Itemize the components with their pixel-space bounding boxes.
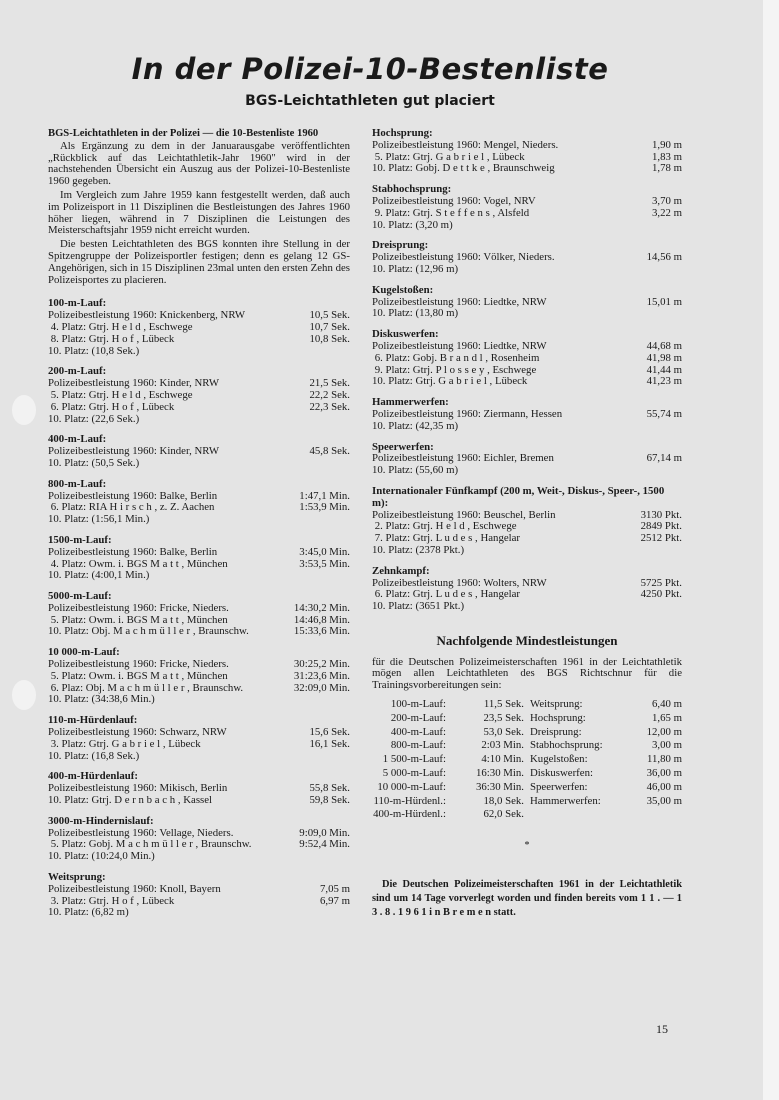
result-text: 9. Platz: Gtrj. P l o s s e y , Eschwege (372, 363, 537, 376)
minimum-value: 36:30 Min. (476, 780, 524, 793)
page-number: 15 (656, 1022, 668, 1036)
result-section (48, 771, 350, 806)
minimum-value: 6,40 m (652, 698, 682, 711)
intro (48, 128, 350, 286)
minimum-value: 35,00 m (646, 794, 682, 807)
result-value: 3130 Pkt. (640, 508, 682, 521)
discipline-label: Dreisprung: (530, 725, 582, 738)
minimum-value: 3,00 m (652, 739, 682, 752)
result-section (48, 872, 350, 919)
result-row (372, 196, 682, 208)
result-value: 22,2 Sek. (309, 388, 350, 401)
result-text: 10. Platz: (6,82 m) (48, 906, 129, 919)
result-text: Polizeibestleistung 1960: Kinder, NRW (48, 445, 220, 458)
result-text: Polizeibestleistung 1960: Liedtke, NRW (372, 295, 547, 308)
result-value: 55,74 m (646, 407, 682, 420)
result-text: 6. Platz: RIA H i r s c h , z. Z. Aachen (48, 501, 215, 514)
result-text: 6. Platz: Gtrj. H o f , Lübeck (48, 400, 175, 413)
result-value: 1:47,1 Min. (299, 489, 350, 502)
page-title: In der Polizei-10-Bestenliste (131, 52, 609, 86)
minimum-value: 2:03 Min. (481, 739, 524, 752)
discipline-label: 1 500-m-Lauf: (382, 753, 446, 766)
result-value: 1,90 m (652, 138, 682, 151)
result-value: 9:09,0 Min. (299, 826, 350, 839)
result-value: 14:46,8 Min. (293, 613, 350, 626)
result-text: 8. Platz: Gtrj. H o f , Lübeck (48, 332, 175, 345)
result-value: 5725 Pkt. (640, 576, 682, 589)
result-value: 59,8 Sek. (309, 794, 350, 807)
result-text: 10. Platz: (42,35 m) (372, 419, 459, 432)
punch-hole (12, 680, 36, 710)
discipline-label: 400-m-Hürdenl.: (373, 808, 446, 821)
result-row (48, 739, 350, 751)
result-value: 30:25,2 Min. (293, 658, 350, 671)
section-heading: 400-m-Hürdenlauf: (48, 770, 138, 783)
result-value: 3:53,5 Min. (299, 557, 350, 570)
result-text: Polizeibestleistung 1960: Beuschel, Berlin (372, 508, 556, 521)
result-value: 6,97 m (320, 894, 350, 907)
result-row (372, 376, 682, 388)
result-row (48, 346, 350, 358)
result-row (372, 421, 682, 433)
result-value: 14:30,2 Min. (293, 601, 350, 614)
result-text: Polizeibestleistung 1960: Eichler, Bremen (372, 452, 554, 465)
result-section (372, 442, 682, 477)
discipline-label: Hochsprung: (530, 711, 586, 724)
result-value: 21,5 Sek. (309, 377, 350, 390)
punch-hole (12, 395, 36, 425)
result-value: 45,8 Sek. (309, 445, 350, 458)
section-heading: Weitsprung: (48, 871, 106, 884)
left-column (48, 128, 350, 919)
section-heading: Kugelstoßen: (372, 283, 434, 296)
result-text: 10. Platz: (13,80 m) (372, 307, 459, 320)
result-text: 6. Platz: Gobj. B r a n d l , Rosenheim (372, 351, 540, 364)
result-section (372, 184, 682, 231)
section-heading: 3000-m-Hindernislauf: (48, 814, 154, 827)
result-row (48, 458, 350, 470)
section-heading: 5000-m-Lauf: (48, 590, 112, 603)
result-text: 5. Platz: Gtrj. H e l d , Eschwege (48, 388, 193, 401)
result-text: Polizeibestleistung 1960: Kinder, NRW (48, 377, 220, 390)
result-text: 6. Platz: Gtrj. L u d e s , Hangelar (372, 588, 521, 601)
result-section (48, 434, 350, 469)
result-text: Polizeibestleistung 1960: Fricke, Nieders. (48, 601, 229, 614)
result-value: 15,6 Sek. (309, 726, 350, 739)
result-text: Polizeibestleistung 1960: Liedtke, NRW (372, 339, 547, 352)
section-heading: 100-m-Lauf: (48, 297, 107, 310)
result-text: 2. Platz: Gtrj. H e l d , Eschwege (372, 520, 517, 533)
result-text: 10. Platz: (34:38,6 Min.) (48, 693, 155, 706)
discipline-label: Weitsprung: (530, 698, 583, 711)
result-section (372, 397, 682, 432)
result-value: 44,68 m (646, 339, 682, 352)
minimum-value: 1,65 m (652, 711, 682, 724)
minimum-value: 11,80 m (647, 753, 682, 766)
result-value: 22,3 Sek. (309, 400, 350, 413)
result-row (48, 603, 350, 615)
result-text: Polizeibestleistung 1960: Wolters, NRW (372, 576, 547, 589)
result-value: 3:45,0 Min. (299, 545, 350, 558)
result-section (48, 715, 350, 762)
result-text: 4. Platz: Owm. i. BGS M a t t , München (48, 557, 228, 570)
result-row (48, 390, 350, 402)
result-text: 10. Platz: Gtrj. G a b r i e l , Lübeck (372, 375, 528, 388)
result-value: 10,7 Sek. (309, 320, 350, 333)
result-section (48, 479, 350, 526)
result-text: 7. Platz: Gtrj. L u d e s , Hangelar (372, 532, 521, 545)
discipline-label: 100-m-Lauf: (390, 698, 446, 711)
final-note: Die Deutschen Polizeimeisterschaften 1961 in der Leichtathletik sind um 14 Tage vorverlegt worden und finden bereits vom 1 1 . — 1 3 . 8 . 1 9 6 1 i n B r e m e n statt. (372, 879, 682, 919)
result-value: 41,23 m (646, 375, 682, 388)
result-text: 10. Platz: (10:24,0 Min.) (48, 850, 155, 863)
result-value: 41,44 m (646, 363, 682, 376)
result-section (48, 647, 350, 706)
result-value: 3,22 m (652, 206, 682, 219)
result-row (48, 570, 350, 582)
result-row (48, 851, 350, 863)
result-section (372, 486, 682, 557)
section-heading: Diskuswerfen: (372, 328, 439, 341)
result-text: 4. Platz: Gtrj. H e l d , Eschwege (48, 320, 193, 333)
section-heading: 200-m-Lauf: (48, 365, 107, 378)
result-section (372, 329, 682, 388)
result-section (48, 298, 350, 357)
result-row (48, 671, 350, 683)
result-row (372, 140, 682, 152)
minimum-value: 23,5 Sek. (483, 711, 524, 724)
result-value: 2849 Pkt. (640, 520, 682, 533)
result-text: 10. Platz: Gobj. D e t t k e , Braunschweig (372, 162, 555, 175)
minimum-text: für die Deutschen Polizeimeisterschaften 1961 in der Leichtathletik mögen allen Leichtathleten des BGS Richtschnur für die Trainingsvorbereitungen sein: (372, 655, 682, 692)
result-value: 14,56 m (646, 251, 682, 264)
result-value: 15,01 m (646, 295, 682, 308)
intro-paragraph: Als Ergänzung zu dem in der Januarausgabe veröffentlichten „Rückblick auf das Leichtathletik-Jahr 1960" wird in der nachstehenden Übersicht ein Auszug aus der Polizei-10-Bestenliste 1960 gegeben. (48, 139, 350, 188)
result-value: 3,70 m (652, 194, 682, 207)
result-row (48, 547, 350, 559)
result-value: 41,98 m (646, 351, 682, 364)
result-text: 5. Platz: Owm. i. BGS M a t t , München (48, 613, 228, 626)
discipline-label: Hammerwerfen: (530, 794, 601, 807)
section-heading: 10 000-m-Lauf: (48, 646, 120, 659)
discipline-label: 5 000-m-Lauf: (382, 767, 446, 780)
result-value: 9:52,4 Min. (299, 838, 350, 851)
result-row (48, 322, 350, 334)
discipline-label: 200-m-Lauf: (390, 711, 446, 724)
result-value: 16,1 Sek. (309, 737, 350, 750)
result-row (372, 465, 682, 477)
result-text: 5. Platz: Owm. i. BGS M a t t , München (48, 669, 228, 682)
result-row (372, 409, 682, 421)
result-value: 1,78 m (652, 162, 682, 175)
result-text: Polizeibestleistung 1960: Ziermann, Hessen (372, 407, 563, 420)
minimum-value: 18,0 Sek. (483, 794, 524, 807)
result-section (48, 591, 350, 638)
result-row (372, 208, 682, 220)
result-text: Polizeibestleistung 1960: Knoll, Bayern (48, 882, 221, 895)
result-value: 2512 Pkt. (640, 532, 682, 545)
section-heading: Hammerwerfen: (372, 396, 449, 409)
result-value: 32:09,0 Min. (293, 681, 350, 694)
result-section (372, 240, 682, 275)
discipline-label: 800-m-Lauf: (390, 739, 446, 752)
result-row (48, 907, 350, 919)
minimum-value (622, 808, 682, 822)
result-text: Polizeibestleistung 1960: Vogel, NRV (372, 194, 536, 207)
section-heading: 400-m-Lauf: (48, 433, 107, 446)
result-text: 10. Platz: Obj. M a c h m ü l l e r , Braunschw. (48, 625, 249, 638)
result-row (372, 353, 682, 365)
intro-heading: BGS-Leichtathleten in der Polizei — die 10-Bestenliste 1960 (48, 128, 319, 139)
result-text: Polizeibestleistung 1960: Balke, Berlin (48, 545, 218, 558)
result-section (372, 285, 682, 320)
section-heading: Internationaler Fünfkampf (200 m, Weit-, Diskus-, Speer-, 1500 m): (372, 484, 665, 509)
right-column (372, 128, 682, 920)
result-text: 10. Platz: (50,5 Sek.) (48, 456, 140, 469)
minimum-value: 16:30 Min. (476, 767, 524, 780)
result-text: Polizeibestleistung 1960: Völker, Nieders. (372, 251, 555, 264)
discipline-label: 110-m-Hürdenl.: (373, 794, 446, 807)
result-row (48, 884, 350, 896)
result-text: Polizeibestleistung 1960: Balke, Berlin (48, 489, 218, 502)
result-row (372, 308, 682, 320)
minimum-value: 46,00 m (646, 780, 682, 793)
result-text: 10. Platz: Gtrj. D e r n b a c h , Kassel (48, 794, 213, 807)
result-value: 7,05 m (320, 882, 350, 895)
result-text: 10. Platz: (10,8 Sek.) (48, 344, 140, 357)
result-text: 6. Plaz: Obj. M a c h m ü l l e r , Braunschw. (48, 681, 244, 694)
result-row (372, 264, 682, 276)
result-section (48, 366, 350, 425)
result-row (48, 334, 350, 346)
result-value: 1,83 m (652, 150, 682, 163)
result-row (48, 795, 350, 807)
section-heading: 1500-m-Lauf: (48, 533, 112, 546)
result-text: 10. Platz: (4:00,1 Min.) (48, 569, 150, 582)
result-row (372, 220, 682, 232)
result-row (48, 414, 350, 426)
minimum-value: 53,0 Sek. (483, 725, 524, 738)
minimum-heading: Nachfolgende Mindestleistungen (436, 632, 618, 648)
result-text: Polizeibestleistung 1960: Mikisch, Berlin (48, 782, 228, 795)
result-value: 15:33,6 Min. (293, 625, 350, 638)
section-heading: 800-m-Lauf: (48, 477, 107, 490)
result-row (48, 514, 350, 526)
discipline-label: Diskuswerfen: (530, 767, 593, 780)
result-value: 31:23,6 Min. (293, 669, 350, 682)
minimum-value: 4:10 Min. (481, 753, 524, 766)
result-row (372, 601, 682, 613)
result-section (48, 535, 350, 582)
result-text: 3. Platz: Gtrj. H o f , Lübeck (48, 894, 175, 907)
result-text: 10. Platz: (2378 Pkt.) (372, 543, 465, 556)
section-heading: Stabhochsprung: (372, 183, 452, 196)
minimum-value: 12,00 m (646, 725, 682, 738)
page-subtitle: BGS-Leichtathleten gut placiert (245, 93, 495, 109)
result-text: Polizeibestleistung 1960: Schwarz, NRW (48, 726, 227, 739)
discipline-label: Stabhochsprung: (530, 739, 603, 752)
discipline-label: 400-m-Lauf: (390, 725, 446, 738)
result-text: 5. Platz: Gtrj. G a b r i e l , Lübeck (372, 150, 525, 163)
intro-paragraph: Die besten Leichtathleten des BGS konnten ihre Stellung in der Spitzengruppe der Polizeisportler festigen; denn es gelang 12 GS-Angehörigen, sich in 15 Disziplinen 23mal unten den ersten Zehn des Polizeisportes zu placieren. (48, 238, 350, 286)
section-heading: 110-m-Hürdenlauf: (48, 714, 138, 727)
result-value: 55,8 Sek. (309, 782, 350, 795)
result-text: 10. Platz: (1:56,1 Min.) (48, 513, 150, 526)
minimum-value: 36,00 m (646, 767, 682, 780)
minimum-value: 11,5 Sek. (483, 698, 524, 711)
result-text: 10. Platz: (3,20 m) (372, 218, 453, 231)
intro-paragraph: Im Vergleich zum Jahre 1959 kann festgestellt werden, daß auch im Polizeisport in 11 Disziplinen die Bestleistungen des Jahres 1960 höher liegen, während in 7 Disziplinen die Leistungen des Meisterschaftsjahr 1959 nicht erreicht wurden. (48, 188, 350, 237)
result-row (372, 545, 682, 557)
minimum-table (372, 698, 682, 822)
result-text: Polizeibestleistung 1960: Fricke, Nieders. (48, 658, 229, 671)
result-text: 10. Platz: (3651 Pkt.) (372, 600, 465, 613)
result-value: 4250 Pkt. (640, 588, 682, 601)
discipline-label (524, 808, 622, 822)
discipline-label: Speerwerfen: (530, 780, 588, 793)
result-text: 5. Platz: Gobj. M a c h m ü l l e r , Braunschw. (48, 838, 252, 851)
section-heading: Hochsprung: (372, 127, 433, 139)
result-row (48, 751, 350, 763)
result-row (372, 163, 682, 175)
discipline-label: Kugelstoßen: (530, 753, 588, 766)
result-value: 1:53,9 Min. (299, 501, 350, 514)
section-heading: Zehnkampf: (372, 564, 430, 577)
result-row (372, 341, 682, 353)
minimum-value: 62,0 Sek. (483, 808, 524, 821)
result-section (372, 566, 682, 613)
result-value: 10,5 Sek. (309, 309, 350, 322)
result-value: 10,8 Sek. (309, 332, 350, 345)
result-text: 10. Platz: (16,8 Sek.) (48, 749, 140, 762)
result-row (48, 402, 350, 414)
result-text: 10. Platz: (12,96 m) (372, 262, 459, 275)
result-row (48, 694, 350, 706)
result-text: Polizeibestleistung 1960: Knickenberg, NRW (48, 309, 246, 322)
right-sections (372, 128, 682, 613)
section-heading: Speerwerfen: (372, 440, 434, 453)
section-heading: Dreisprung: (372, 239, 429, 252)
result-section (48, 816, 350, 863)
result-value: 67,14 m (646, 452, 682, 465)
result-row (48, 626, 350, 638)
result-text: 10. Platz: (22,6 Sek.) (48, 412, 140, 425)
discipline-label: 10 000-m-Lauf: (377, 780, 446, 793)
result-text: Polizeibestleistung 1960: Vellage, Nieders. (48, 826, 234, 839)
separator: * (524, 840, 530, 852)
result-text: Polizeibestleistung 1960: Mengel, Nieders. (372, 138, 559, 151)
page-edge (763, 0, 779, 1100)
result-text: 3. Platz: Gtrj. G a b r i e l , Lübeck (48, 737, 201, 750)
result-section (372, 128, 682, 175)
result-text: 10. Platz: (55,60 m) (372, 464, 459, 477)
result-text: 9. Platz: Gtrj. S t e f f e n s , Alsfeld (372, 206, 530, 219)
